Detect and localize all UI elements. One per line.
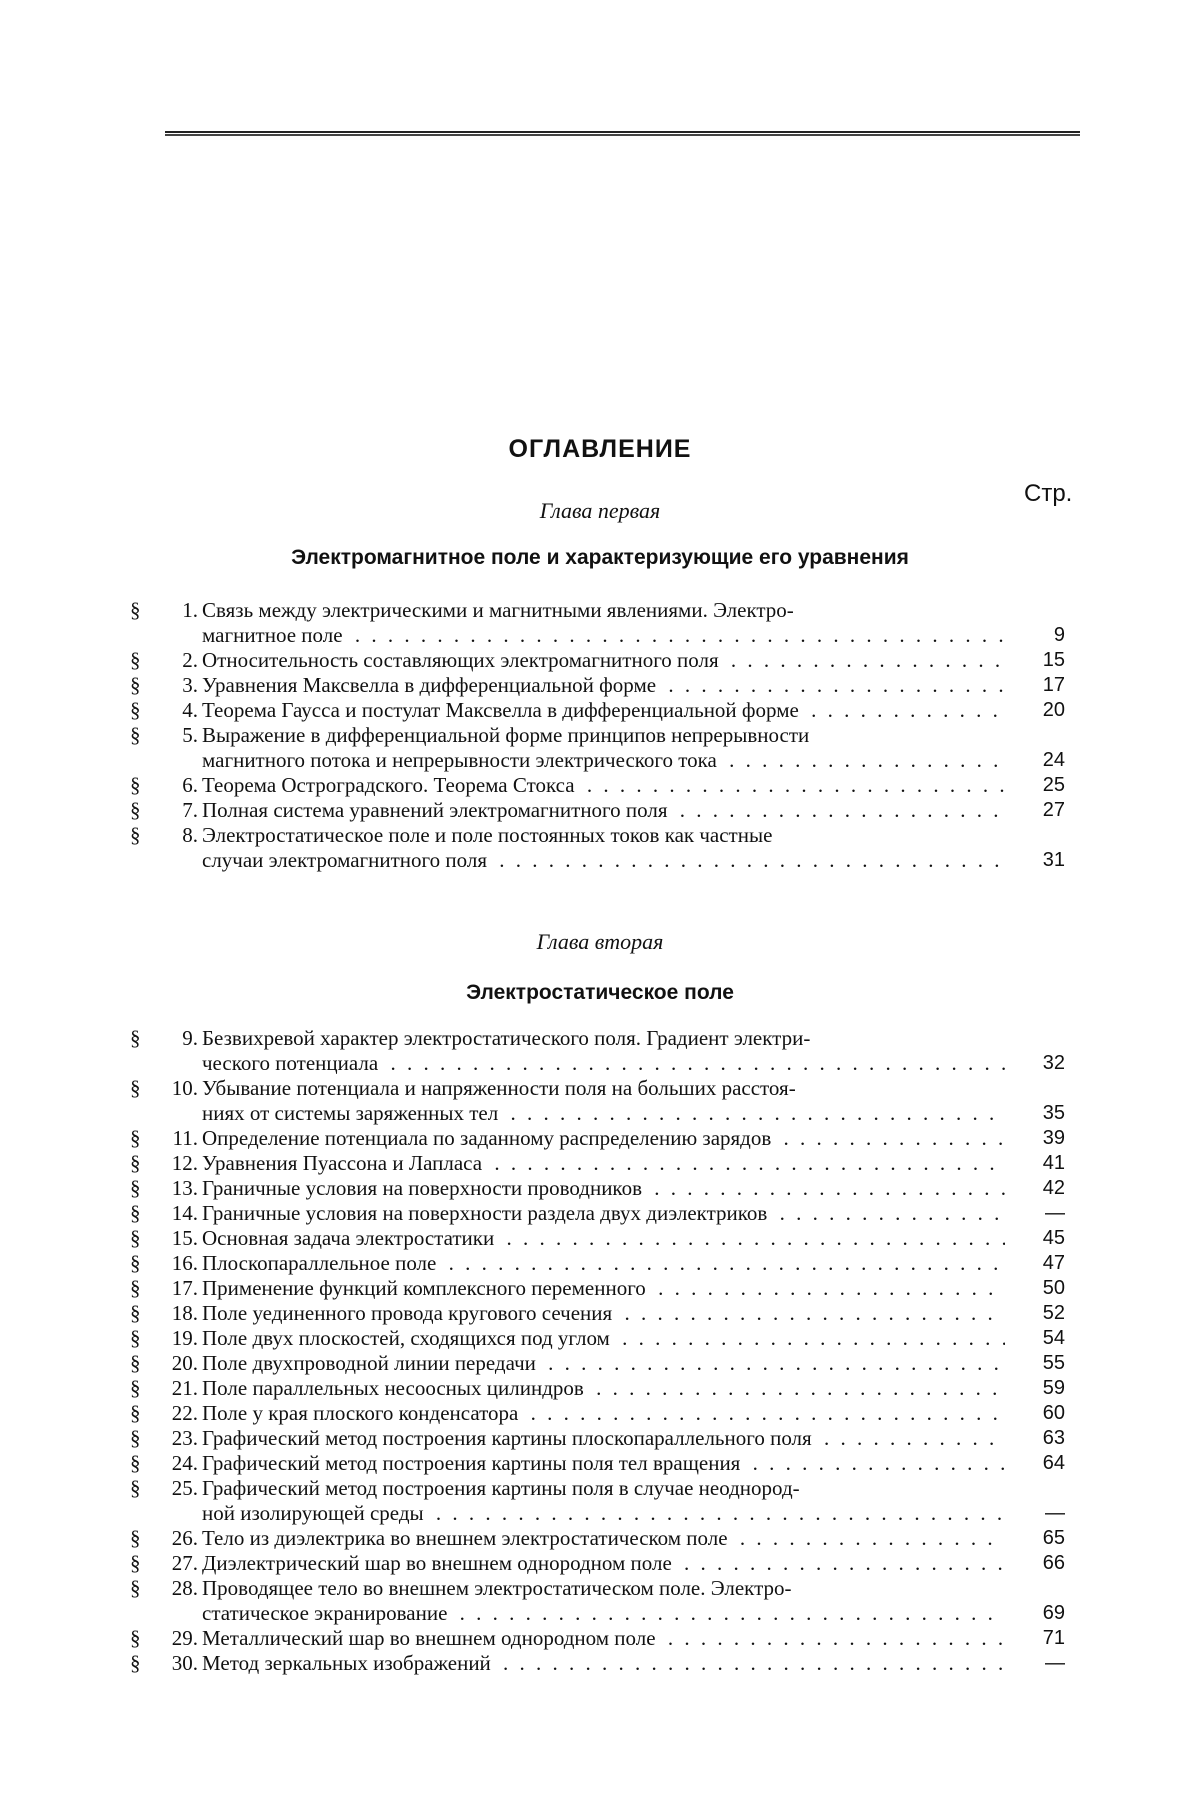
page-number: 69 [1042,1602,1065,1624]
entry-title [202,1176,1005,1201]
chapter-2-label: Глава вторая [536,929,664,954]
section-number [130,823,202,873]
page-number: — [1045,1202,1065,1224]
section-number-value: 4. [182,698,198,722]
entry-title-text: Граничные условия на поверхности раздела двух диэлектриков [202,1201,771,1225]
entry-title-text: Поле двухпроводной линии передачи [202,1351,540,1375]
toc-entry [130,1551,1065,1576]
entry-title-line [202,1251,1005,1276]
section-number [130,1576,202,1626]
page-number: 66 [1042,1552,1065,1574]
section-number-value: 17. [171,1276,198,1300]
toc-entry [130,1301,1065,1326]
entry-title [202,1426,1005,1451]
toc-entry [130,648,1065,673]
entry-title-text: Выражение в дифференциальной форме принципов непрерывности [202,723,810,747]
entry-title-text: Определение потенциала по заданному распределению зарядов [202,1126,775,1150]
page-number: 64 [1042,1452,1065,1474]
entry-title [202,1026,1005,1076]
entry-title [202,673,1005,698]
entry-title-line [202,1276,1005,1301]
entry-title-text: Убывание потенциала и напряженности поля на больших расстоя- [202,1076,796,1100]
toc-entry [130,1226,1065,1251]
section-number-value: 18. [171,1301,198,1325]
entry-title-text: Поле параллельных несоосных цилиндров [202,1376,588,1400]
entry-title-text: Электростатическое поле и поле постоянных токов как частные [202,823,773,847]
entry-title-line [202,1301,1005,1326]
toc-entry [130,1176,1065,1201]
section-sign: § [130,1526,141,1550]
entry-title [202,798,1005,823]
entry-title-text: Граничные условия на поверхности проводников [202,1176,646,1200]
entry-title-text: ной изолирующей среды [202,1501,428,1525]
section-number-value: 5. [182,723,198,747]
entry-title-line [202,1601,1005,1626]
section-sign: § [130,1551,141,1575]
section-number-value: 15. [171,1226,198,1250]
section-sign: § [130,1401,141,1425]
section-number [130,1176,202,1201]
section-number [130,1551,202,1576]
entry-title-line [202,1351,1005,1376]
entry-title [202,1201,1005,1226]
section-sign: § [130,773,141,797]
section-number [130,1076,202,1126]
entry-title [202,1526,1005,1551]
section-number [130,773,202,798]
entry-title-line [202,823,1005,848]
toc-entry [130,798,1065,823]
entry-title-line [202,1576,1005,1601]
toc-entry [130,673,1065,698]
section-number [130,1201,202,1226]
entry-title [202,1551,1005,1576]
page-number: 45 [1042,1227,1065,1249]
page-number: 32 [1042,1052,1065,1074]
section-number-value: 23. [171,1426,198,1450]
toc-entry [130,1151,1065,1176]
section-number-value: 19. [171,1326,198,1350]
entry-title-text: Графический метод построения картины плоскопараллельного поля [202,1426,816,1450]
section-number-value: 9. [182,1026,198,1050]
entry-title-line [202,698,1005,723]
entry-title-text: Теорема Гаусса и постулат Максвелла в дифференциальной форме [202,698,803,722]
section-number [130,1326,202,1351]
section-number-value: 22. [171,1401,198,1425]
toc-entry [130,1526,1065,1551]
entry-title-line [202,798,1005,823]
section-sign: § [130,1276,141,1300]
entry-title-line [202,1551,1005,1576]
entry-title [202,1576,1005,1626]
section-number-value: 21. [171,1376,198,1400]
section-number [130,1526,202,1551]
section-number-value: 2. [182,648,198,672]
section-sign: § [130,1326,141,1350]
page-number: 42 [1042,1177,1065,1199]
entry-title-line [202,1151,1005,1176]
entry-title-text: Применение функций комплексного переменного [202,1276,650,1300]
toc-entry [130,773,1065,798]
section-number [130,1376,202,1401]
page-number: — [1045,1652,1065,1674]
entry-title [202,1351,1005,1376]
toc-entry [130,723,1065,773]
section-number-value: 28. [171,1576,198,1600]
section-number-value: 24. [171,1451,198,1475]
entry-title-text: Графический метод построения картины поля в случае неоднород- [202,1476,800,1500]
section-sign: § [130,1426,141,1450]
page-number: 52 [1042,1302,1065,1324]
toc-entry [130,1651,1065,1676]
toc-entry [130,1626,1065,1651]
entry-title [202,1651,1005,1676]
page-number: 9 [1053,624,1065,646]
chapter-1-label: Глава первая [539,498,661,523]
section-number [130,1651,202,1676]
section-number [130,1226,202,1251]
section-number-value: 6. [182,773,198,797]
entry-title [202,1151,1005,1176]
toc-entry [130,1476,1065,1526]
entry-title-line [202,1451,1005,1476]
entry-title-line [202,1526,1005,1551]
section-sign: § [130,1076,141,1100]
entry-title [202,823,1005,873]
entry-title-line [202,1501,1005,1526]
page-number: 25 [1042,774,1065,796]
entry-title-text: ниях от системы заряженных тел [202,1101,502,1125]
entry-title [202,1226,1005,1251]
chapter-1-toc [130,598,1065,873]
page-number: 50 [1042,1277,1065,1299]
entry-title-line [202,1326,1005,1351]
toc-entry [130,1251,1065,1276]
section-sign: § [130,648,141,672]
entry-title-line [202,1651,1005,1676]
entry-title-text: Поле двух плоскостей, сходящихся под углом [202,1326,614,1350]
section-sign: § [130,1226,141,1250]
page-number: 59 [1042,1377,1065,1399]
entry-title-line [202,748,1005,773]
section-sign: § [130,1376,141,1400]
entry-title [202,1276,1005,1301]
entry-title-line [202,723,1005,748]
entry-title-text: Уравнения Максвелла в дифференциальной форме [202,673,660,697]
toc-entry [130,1426,1065,1451]
top-rule [165,131,1080,136]
toc-entry [130,1451,1065,1476]
entry-title-line [202,1176,1005,1201]
section-number [130,673,202,698]
section-sign: § [130,1026,141,1050]
page-column-label: Стр. [1024,480,1073,507]
entry-title-text: магнитное поле [202,623,347,647]
entry-title-text: Графический метод построения картины поля тел вращения [202,1451,744,1475]
section-number-value: 26. [171,1526,198,1550]
section-number-value: 11. [172,1126,198,1150]
page-number: 15 [1042,649,1065,671]
section-sign: § [130,1176,141,1200]
section-number [130,1426,202,1451]
entry-title-text: Плоскопараллельное поле [202,1251,440,1275]
section-number-value: 13. [171,1176,198,1200]
entry-title-text: Металлический шар во внешнем однородном поле [202,1626,660,1650]
section-sign: § [130,1351,141,1375]
entry-title [202,1076,1005,1126]
toc-entry [130,598,1065,648]
entry-title [202,773,1005,798]
toc-entry [130,1401,1065,1426]
section-sign: § [130,1251,141,1275]
section-number [130,1351,202,1376]
page-number: 17 [1042,674,1065,696]
section-sign: § [130,1151,141,1175]
page-number: 63 [1042,1427,1065,1449]
section-number [130,698,202,723]
entry-title [202,1326,1005,1351]
entry-title-line [202,1076,1005,1101]
entry-title [202,648,1005,673]
page-number: 35 [1042,1102,1065,1124]
entry-title-text: Проводящее тело во внешнем электростатическом поле. Электро- [202,1576,792,1600]
section-number [130,798,202,823]
section-number-value: 12. [171,1151,198,1175]
entry-title [202,1626,1005,1651]
section-sign: § [130,823,141,847]
section-number [130,1126,202,1151]
entry-title-line [202,598,1005,623]
entry-title [202,1301,1005,1326]
entry-title-line [202,1051,1005,1076]
entry-title [202,698,1005,723]
entry-title-text: ческого потенциала [202,1051,382,1075]
page-number: 65 [1042,1527,1065,1549]
entry-title-text: Поле уединенного провода кругового сечения [202,1301,616,1325]
entry-title-line [202,773,1005,798]
toc-entry [130,1351,1065,1376]
section-number [130,648,202,673]
entry-title-text: магнитного потока и непрерывности электрического тока [202,748,721,772]
entry-title [202,1401,1005,1426]
section-sign: § [130,1576,141,1600]
section-sign: § [130,723,141,747]
chapter-2-toc [130,1026,1065,1676]
section-number [130,1251,202,1276]
section-number-value: 8. [182,823,198,847]
entry-title-text: Теорема Остроградского. Теорема Стокса [202,773,579,797]
section-number [130,1301,202,1326]
page-number: 71 [1042,1627,1065,1649]
section-sign: § [130,698,141,722]
section-sign: § [130,1626,141,1650]
toc-entry [130,1326,1065,1351]
entry-title-text: Поле у края плоского конденсатора [202,1401,522,1425]
entry-title [202,1476,1005,1526]
page-number: 55 [1042,1352,1065,1374]
entry-title-text: Связь между электрическими и магнитными явлениями. Электро- [202,598,794,622]
entry-title-line [202,648,1005,673]
section-number-value: 20. [171,1351,198,1375]
chapter-1-title: Электромагнитное поле и характеризующие его уравнения [291,546,909,569]
toc-entry [130,1126,1065,1151]
section-sign: § [130,673,141,697]
toc-entry [130,1376,1065,1401]
section-number [130,1401,202,1426]
entry-title-line [202,1426,1005,1451]
entry-title-text: Основная задача электростатики [202,1226,498,1250]
entry-title-text: Полная система уравнений электромагнитного поля [202,798,672,822]
toc-entry [130,1201,1065,1226]
section-number-value: 3. [182,673,198,697]
page-number: 47 [1042,1252,1065,1274]
section-sign: § [130,1451,141,1475]
section-number [130,1626,202,1651]
page-number: 60 [1042,1402,1065,1424]
entry-title [202,1376,1005,1401]
entry-title-text: Диэлектрический шар во внешнем однородном поле [202,1551,676,1575]
toc-entry [130,698,1065,723]
page-title: ОГЛАВЛЕНИЕ [508,435,692,463]
page-number: — [1045,1502,1065,1524]
entry-title [202,1451,1005,1476]
section-sign: § [130,1126,141,1150]
entry-title-text: случаи электромагнитного поля [202,848,491,872]
entry-title-line [202,1026,1005,1051]
entry-title-line [202,848,1005,873]
entry-title-line [202,1401,1005,1426]
section-number-value: 7. [182,798,198,822]
chapter-2-title: Электростатическое поле [466,981,734,1004]
section-sign: § [130,1301,141,1325]
entry-title [202,1251,1005,1276]
entry-title [202,723,1005,773]
page-number: 54 [1042,1327,1065,1349]
section-number-value: 10. [171,1076,198,1100]
entry-title-line [202,623,1005,648]
section-sign: § [130,1651,141,1675]
section-number [130,598,202,648]
section-number-value: 1. [182,598,198,622]
entry-title-line [202,673,1005,698]
page-number: 31 [1042,849,1065,871]
section-number-value: 27. [171,1551,198,1575]
section-number-value: 29. [171,1626,198,1650]
entry-title-line [202,1226,1005,1251]
section-number [130,1476,202,1526]
entry-title-line [202,1101,1005,1126]
entry-title [202,1126,1005,1151]
entry-title-text: Уравнения Пуассона и Лапласа [202,1151,486,1175]
section-sign: § [130,1476,141,1500]
toc-entry [130,823,1065,873]
section-number [130,1026,202,1076]
entry-title-text: Тело из диэлектрика во внешнем электростатическом поле [202,1526,732,1550]
section-sign: § [130,598,141,622]
entry-title-text: Относительность составляющих электромагнитного поля [202,648,723,672]
entry-title-text: Метод зеркальных изображений [202,1651,495,1675]
page-number: 41 [1042,1152,1065,1174]
entry-title-line [202,1126,1005,1151]
page-number: 24 [1042,749,1065,771]
section-sign: § [130,798,141,822]
section-number-value: 16. [171,1251,198,1275]
toc-entry [130,1576,1065,1626]
entry-title-line [202,1201,1005,1226]
section-number-value: 30. [171,1651,198,1675]
entry-title-text: статическое экранирование [202,1601,451,1625]
entry-title-text: Безвихревой характер электростатического поля. Градиент электри- [202,1026,811,1050]
section-number [130,1276,202,1301]
section-number-value: 25. [171,1476,198,1500]
page-number: 27 [1042,799,1065,821]
entry-title-line [202,1476,1005,1501]
entry-title [202,598,1005,648]
section-number-value: 14. [171,1201,198,1225]
section-number [130,1151,202,1176]
section-number [130,723,202,773]
section-sign: § [130,1201,141,1225]
page-number: 39 [1042,1127,1065,1149]
section-number [130,1451,202,1476]
entry-title-line [202,1376,1005,1401]
page-number: 20 [1042,699,1065,721]
toc-entry [130,1076,1065,1126]
toc-entry [130,1026,1065,1076]
toc-entry [130,1276,1065,1301]
entry-title-line [202,1626,1005,1651]
